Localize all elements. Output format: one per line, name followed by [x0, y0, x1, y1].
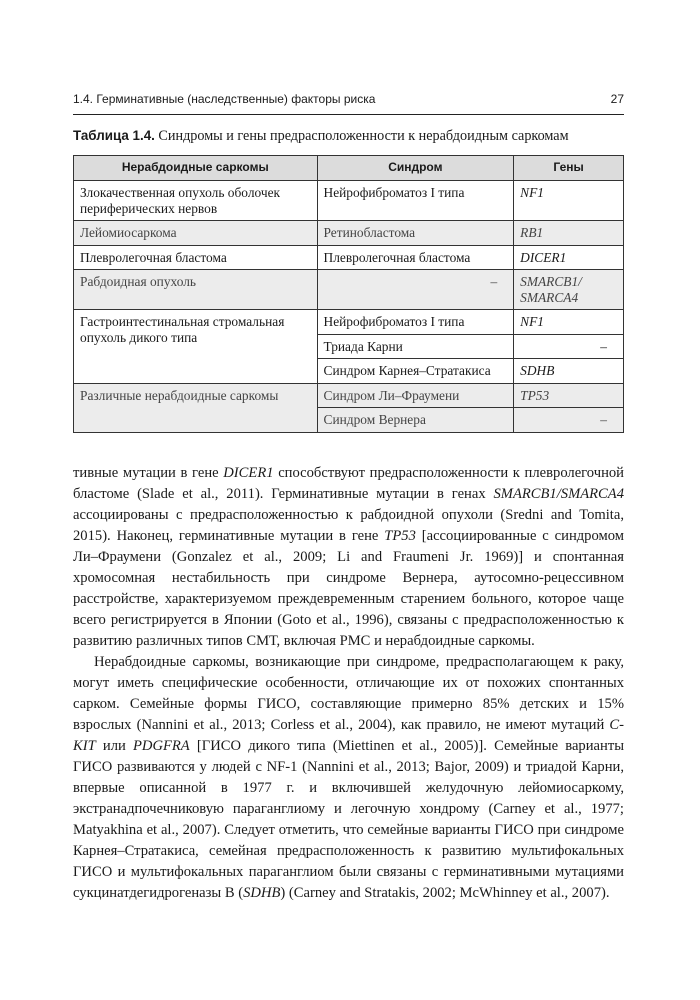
sarcoma-cell: Лейомиосаркома: [74, 221, 318, 246]
gene-cell: –: [514, 408, 624, 433]
syndrome-cell: –: [317, 270, 514, 310]
syndrome-cell: Триада Карни: [317, 334, 514, 359]
gene-line: SMARCA4: [520, 289, 579, 305]
header-syndrome: Синдром: [317, 156, 514, 181]
syndrome-cell: Нейрофиброматоз I типа: [317, 310, 514, 335]
syndrome-cell: Ретинобластома: [317, 221, 514, 246]
table-row: [74, 181, 624, 221]
header-sarcomas: Нерабдоидные саркомы: [74, 156, 318, 181]
table-row: [74, 221, 624, 246]
text-run: ассоциированы с предрасположенностью к рабдоидной опухоли (Sredni and Tomita, 2015). Наконец, герминативные мутации в гене: [73, 507, 624, 544]
table-label: Таблица 1.4.: [73, 128, 155, 143]
gene-cell: –: [514, 334, 624, 359]
header-genes: Гены: [514, 156, 624, 181]
gene-name: PDGFRA: [132, 738, 190, 754]
gene-cell: NF1: [514, 310, 624, 335]
table-title: Синдромы и гены предрасположенности к нерабдоидным саркомам: [154, 128, 569, 144]
sarcoma-cell: Различные нерабдоидные саркомы: [74, 383, 318, 432]
sarcoma-cell: Рабдоидная опухоль: [74, 270, 318, 310]
sarcoma-cell: Гастроинтестинальная стромальная опухоль дикого типа: [74, 310, 318, 384]
gene-name: C-KIT: [73, 717, 624, 754]
table-row: [74, 245, 624, 270]
sarcoma-cell: Злокачественная опухоль оболочек периферических нервов: [74, 181, 318, 221]
text-run: ) (Carney and Stratakis, 2002; McWhinney et al., 2007).: [280, 885, 610, 901]
text-run: или: [95, 738, 133, 754]
syndrome-cell: Синдром Карнея–Стратакиса: [317, 359, 514, 384]
gene-cell: RB1: [514, 221, 624, 246]
body-text: [73, 463, 624, 904]
syndrome-cell: Синдром Вернера: [317, 408, 514, 433]
header-rule: [73, 114, 624, 115]
gene-cell: TP53: [514, 383, 624, 408]
gene-cell: NF1: [514, 181, 624, 221]
syndrome-cell: Нейрофиброматоз I типа: [317, 181, 514, 221]
section-title: 1.4. Герминативные (наследственные) факторы риска: [73, 92, 376, 106]
page-number: 27: [610, 92, 624, 106]
gene-name: TP53: [384, 528, 416, 544]
table-row: [74, 310, 624, 335]
gene-line: SMARCB1/: [520, 274, 582, 289]
gene-name: SDHB: [243, 885, 281, 901]
text-run: Нерабдоидные саркомы, возникающие при синдроме, предрасполагающем к раку, могут иметь специфические особенности, отличающие их от похожих спонтанных сарком. Семейные формы ГИСО, составляющие примерно 85% детских и 15% взрослых (Nannini et al., 2013; Corless et al., 2004), как правило, не имеют мутаций: [73, 654, 624, 733]
gene-name: DICER1: [223, 465, 274, 481]
gene-cell: [514, 270, 624, 310]
syndrome-cell: Синдром Ли–Фраумени: [317, 383, 514, 408]
text-run: [ассоциированные с синдромом Ли–Фраумени (Gonzalez et al., 2009; Li and Fraumeni Jr. 1969)] и спонтанная хромосомная нестабильность при синдроме Вернера, аутосомно-рецессивном расстройстве, характеризуемом преждевременным старением больного, которое чаще всего регистрируется в Японии (Goto et al., 1996), связаны с предрасположенностью к развитию различных типов СМТ, включая РМС и нерабдоидные саркомы.: [73, 528, 624, 649]
gene-name: SMARCB1/SMARCA4: [493, 486, 624, 502]
table-row: [74, 270, 624, 310]
text-run: [ГИСО дикого типа (Miettinen et al., 2005)]. Семейные варианты ГИСО развиваются у людей с NF-1 (Nannini et al., 2013; Bajor, 2009) и триадой Карни, впервые описанной в 1977 г. и включившей желудочную лейомиосаркому, экстранадпочечниковую параганглиому и легочную хондрому (Carney et al., 1977; Matyakhina et al., 2007). Следует отметить, что семейные варианты ГИСО при синдроме Карнея–Стратакиса, семейная предрасположенность к развитию мультифокальных ГИСО и мультифокальных параганглиом были связаны с герминативными мутациями сукцинатдегидрогеназы B (: [73, 738, 624, 901]
syndromes-table: [73, 155, 624, 433]
syndrome-cell: Плевролегочная бластома: [317, 245, 514, 270]
paragraph: [73, 652, 624, 904]
paragraph: [73, 463, 624, 652]
table-row: [74, 383, 624, 408]
running-header: [73, 90, 624, 112]
table-caption: [73, 128, 569, 145]
text-run: тивные мутации в гене: [73, 465, 224, 481]
sarcoma-cell: Плевролегочная бластома: [74, 245, 318, 270]
text-run: способствуют предрасположенности к плевролегочной бластоме (Slade et al., 2011). Герминативные мутации в генах: [73, 465, 624, 502]
gene-cell: DICER1: [514, 245, 624, 270]
gene-cell: SDHB: [514, 359, 624, 384]
table-header-row: [74, 156, 624, 181]
